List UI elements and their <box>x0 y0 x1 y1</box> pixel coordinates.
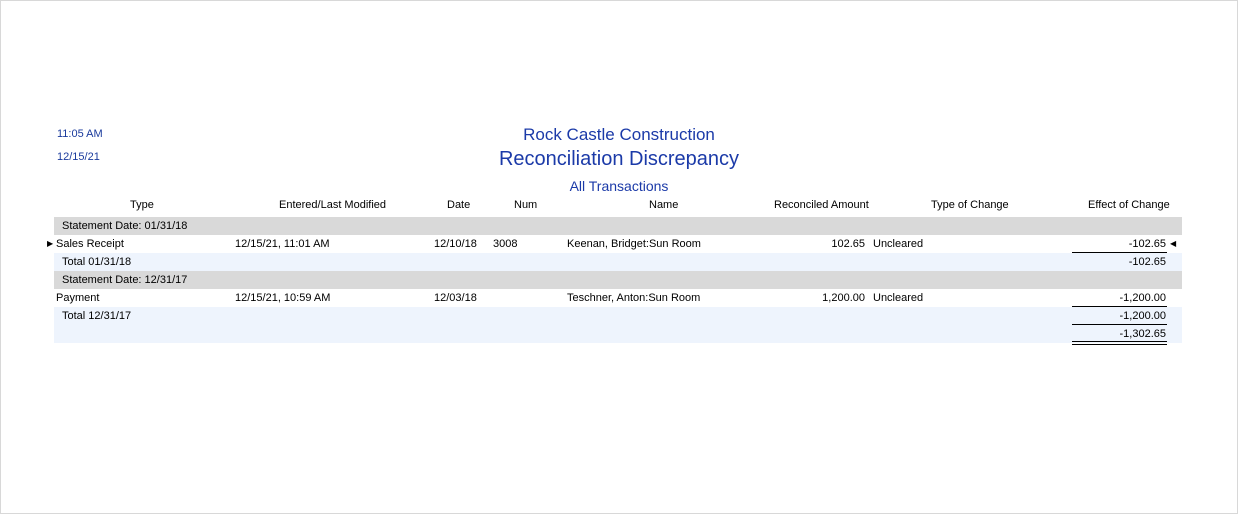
group-header <box>54 217 1182 235</box>
cell-date: 12/10/18 <box>434 238 477 250</box>
cell-reconciled-amount: 1,200.00 <box>822 292 865 304</box>
table-row[interactable] <box>54 289 1182 307</box>
total-value: -1,200.00 <box>1119 310 1166 322</box>
column-header-entered[interactable]: Entered/Last Modified <box>279 199 387 211</box>
column-header-reconciled-amount[interactable]: Reconciled Amount <box>774 199 869 211</box>
cell-type: Payment <box>56 292 100 304</box>
column-header-date[interactable]: Date <box>447 199 471 211</box>
column-header-type-of-change[interactable]: Type of Change <box>931 199 1009 211</box>
group-header <box>54 271 1182 289</box>
cell-effect-of-change: -1,200.00 <box>1119 292 1166 304</box>
grand-total-double-rule <box>1072 341 1167 345</box>
total-row <box>54 253 1182 271</box>
cell-type-of-change: Uncleared <box>873 238 924 250</box>
table-row[interactable] <box>47 235 1182 253</box>
cell-num: 3008 <box>493 238 518 250</box>
cell-name: Teschner, Anton:Sun Room <box>567 292 701 304</box>
group-header-label: Statement Date: 12/31/17 <box>62 274 188 286</box>
cell-date: 12/03/18 <box>434 292 477 304</box>
report-subtitle: All Transactions <box>569 178 669 194</box>
cell-entered: 12/15/21, 11:01 AM <box>235 238 330 250</box>
total-value: -102.65 <box>1128 256 1166 268</box>
grand-total-row <box>54 325 1182 343</box>
cell-entered: 12/15/21, 10:59 AM <box>235 292 331 304</box>
cell-reconciled-amount: 102.65 <box>831 238 865 250</box>
cell-type: Sales Receipt <box>56 238 124 250</box>
total-label: Total 01/31/18 <box>62 256 132 268</box>
column-header-effect-of-change[interactable]: Effect of Change <box>1088 199 1170 211</box>
cell-name: Keenan, Bridget:Sun Room <box>567 238 701 250</box>
column-header-name[interactable]: Name <box>649 199 679 211</box>
group-header-label: Statement Date: 01/31/18 <box>62 220 188 232</box>
total-label: Total 12/31/17 <box>62 310 132 322</box>
triangle-left-icon: ◀ <box>1170 239 1177 248</box>
report-date: 12/15/21 <box>57 151 100 163</box>
grand-total-value: -1,302.65 <box>1119 328 1166 340</box>
column-header-num[interactable]: Num <box>514 199 538 211</box>
cell-effect-of-change: -102.65 <box>1128 238 1166 250</box>
report-time: 11:05 AM <box>57 128 103 140</box>
column-header-type[interactable]: Type <box>130 199 154 211</box>
report-title: Reconciliation Discrepancy <box>498 148 740 170</box>
cell-type-of-change: Uncleared <box>873 292 924 304</box>
triangle-right-icon: ▶ <box>47 239 54 248</box>
total-row <box>54 307 1182 325</box>
company-name: Rock Castle Construction <box>523 125 715 144</box>
